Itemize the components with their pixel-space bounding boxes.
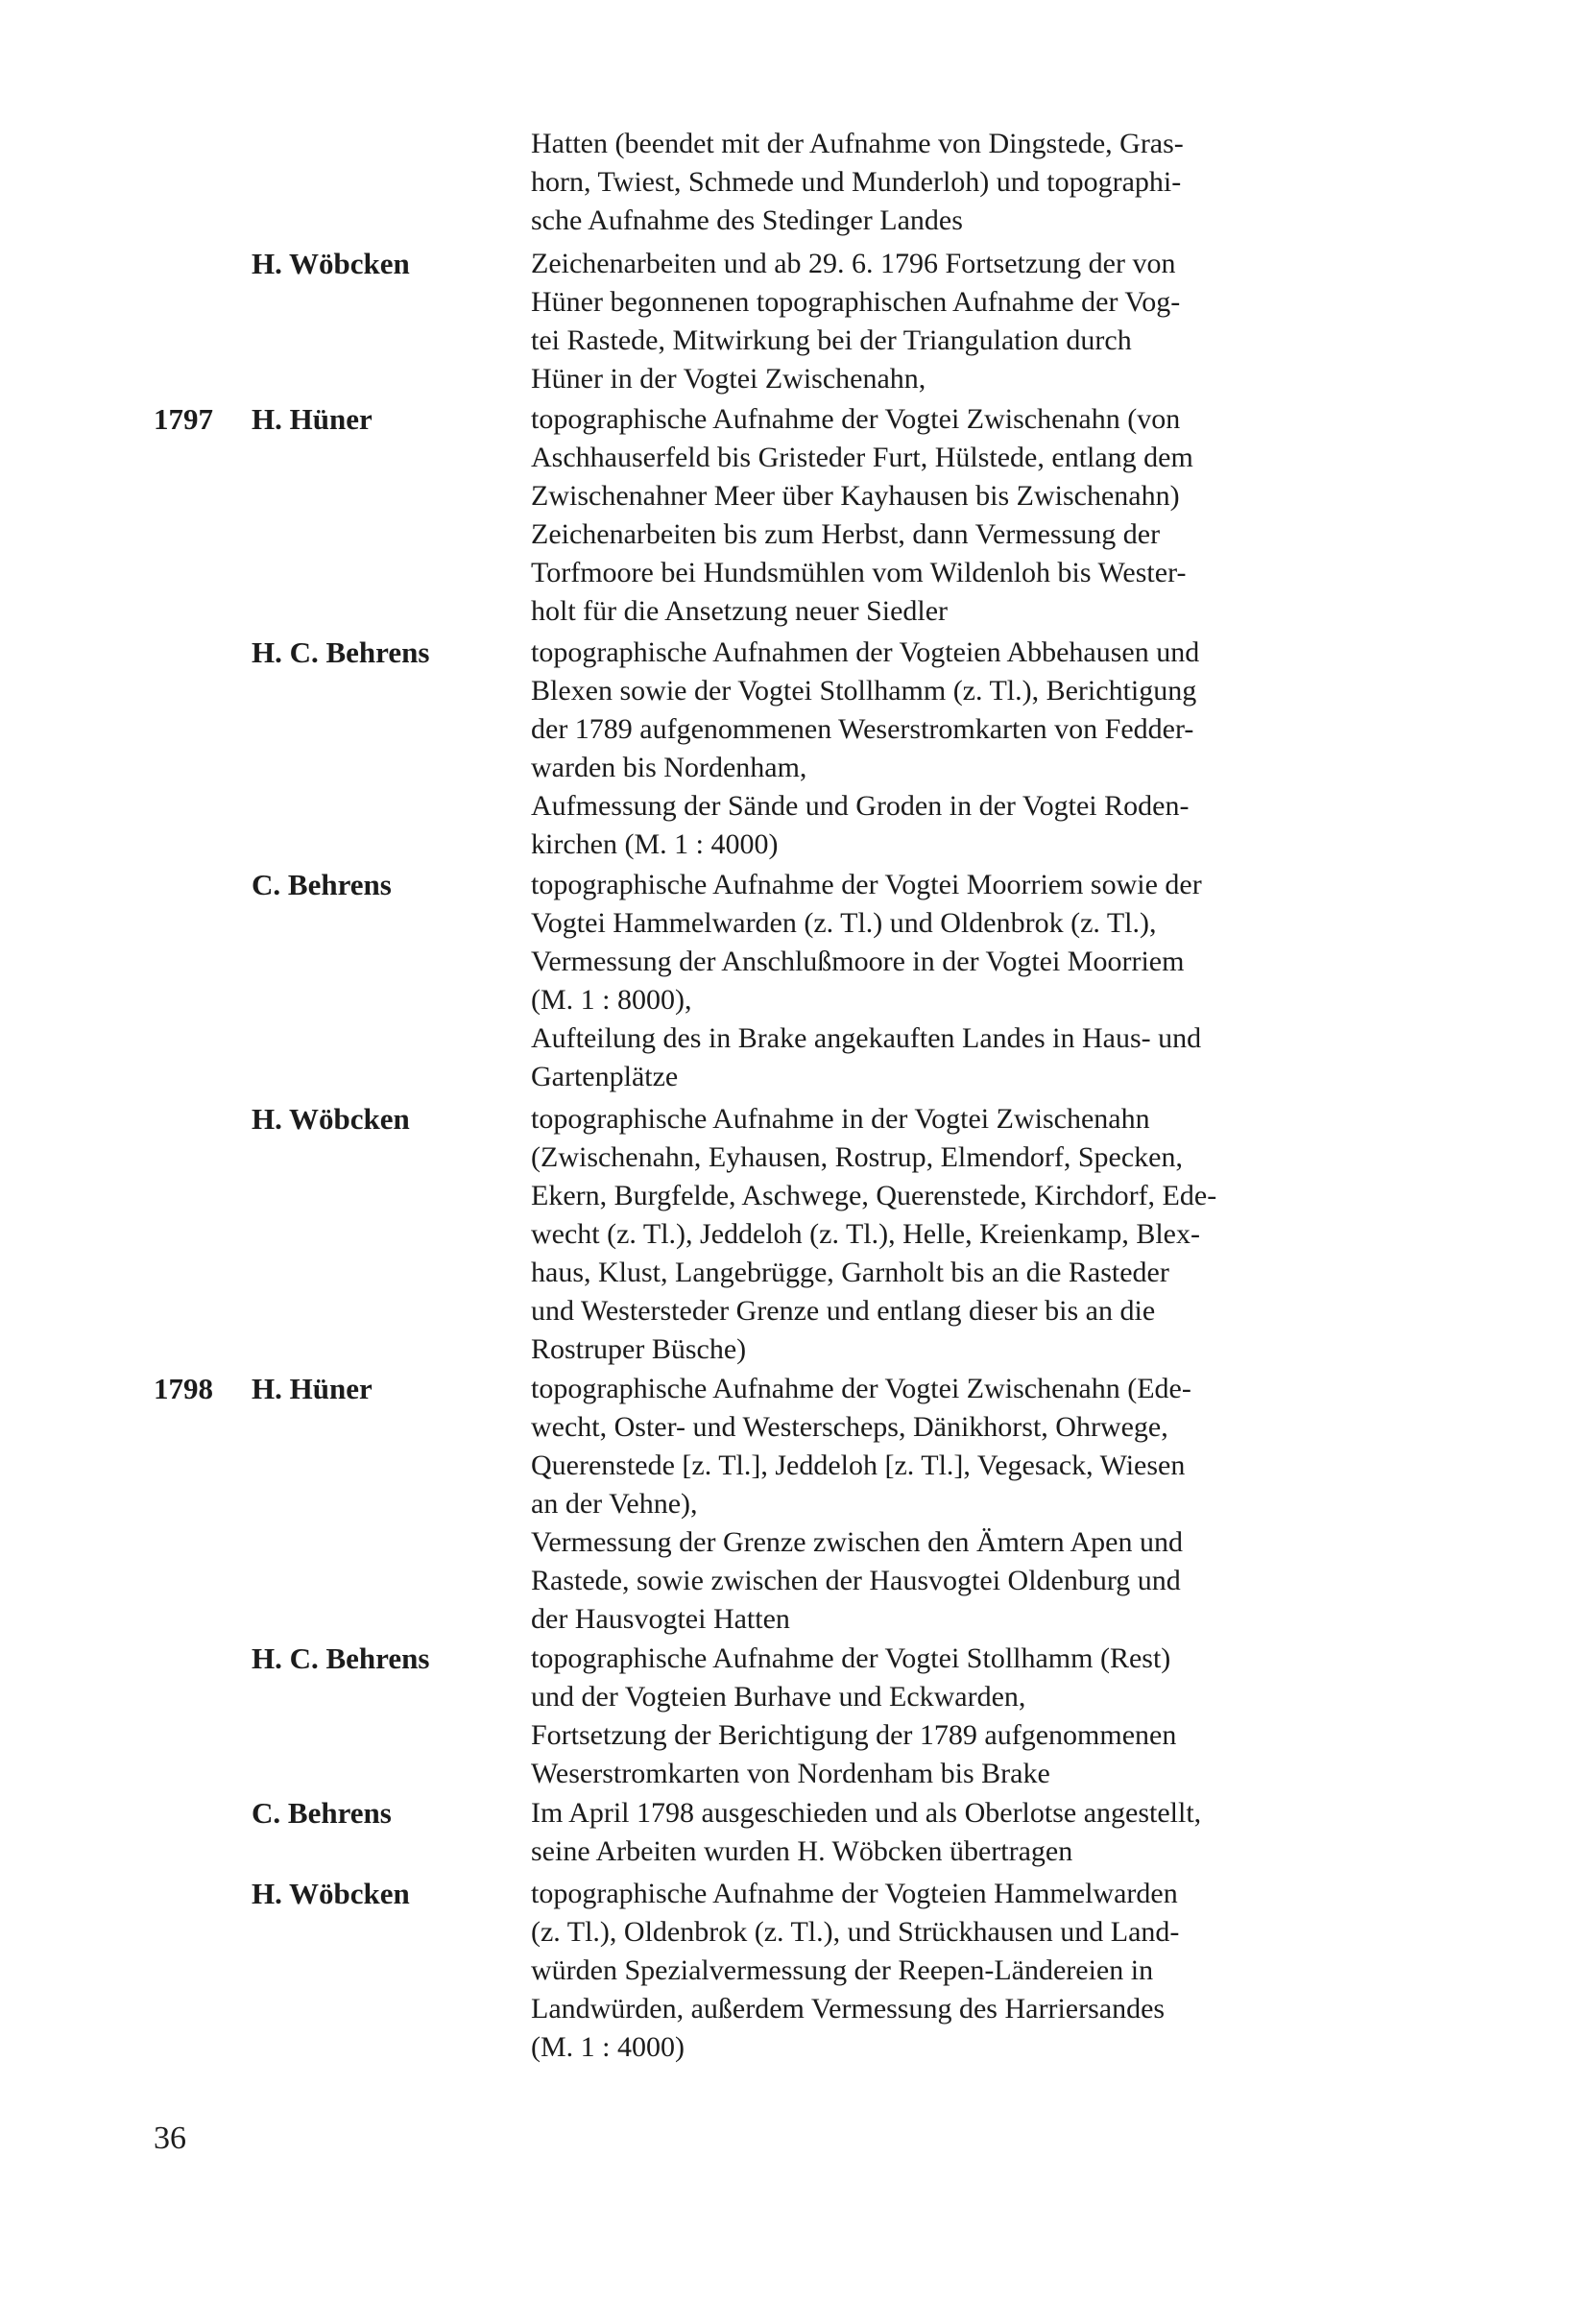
text-line: topographische Aufnahme der Vogteien Hammelwarden <box>531 1878 1178 1909</box>
text-line: Vermessung der Anschlußmoore in der Vogtei Moorriem <box>531 946 1185 977</box>
text-line: topographische Aufnahme der Vogtei Zwischenahn (Ede- <box>531 1373 1191 1404</box>
entry-text <box>531 634 1405 864</box>
text-line: würden Spezialvermessung der Reepen-Ländereien in <box>531 1954 1154 1986</box>
entry-text <box>531 245 1405 398</box>
surveyor-name: H. Wöbcken <box>252 1877 410 1910</box>
text-line: Hüner in der Vogtei Zwischenahn, <box>531 363 926 395</box>
text-line: kirchen (M. 1 : 4000) <box>531 828 779 860</box>
text-line: (Zwischenahn, Eyhausen, Rostrup, Elmendorf, Specken, <box>531 1141 1183 1173</box>
year-label: 1798 <box>154 1372 213 1405</box>
entry-text <box>531 1794 1405 1871</box>
year-label: 1797 <box>154 402 213 436</box>
text-line: Torfmoore bei Hundsmühlen vom Wildenloh bis Wester- <box>531 557 1187 588</box>
text-line: tei Rastede, Mitwirkung bei der Triangulation durch <box>531 324 1132 356</box>
entry-text <box>531 1370 1405 1639</box>
text-line: warden bis Nordenham, <box>531 752 807 783</box>
surveyor-name: H. Wöbcken <box>252 1102 410 1136</box>
text-line: Zeichenarbeiten und ab 29. 6. 1796 Fortsetzung der von <box>531 248 1176 279</box>
text-line: topographische Aufnahme in der Vogtei Zwischenahn <box>531 1103 1150 1135</box>
text-line: Vermessung der Grenze zwischen den Ämtern Apen und <box>531 1526 1183 1558</box>
text-line: der 1789 aufgenommenen Weserstromkarten von Fedder- <box>531 713 1194 745</box>
text-line: topographische Aufnahmen der Vogteien Abbehausen und <box>531 636 1200 668</box>
entry-text <box>531 400 1405 631</box>
text-line: Weserstromkarten von Nordenham bis Brake <box>531 1758 1050 1789</box>
text-line: Blexen sowie der Vogtei Stollhamm (z. Tl.), Berichtigung <box>531 675 1197 707</box>
surveyor-name: H. Wöbcken <box>252 247 410 280</box>
text-line: Im April 1798 ausgeschieden und als Oberlotse angestellt, <box>531 1797 1202 1829</box>
surveyor-name: H. C. Behrens <box>252 635 430 669</box>
text-line: Fortsetzung der Berichtigung der 1789 aufgenommenen <box>531 1719 1177 1751</box>
text-line: wecht, Oster- und Westerscheps, Dänikhorst, Ohrwege, <box>531 1411 1168 1443</box>
text-line: topographische Aufnahme der Vogtei Moorriem sowie der <box>531 869 1202 900</box>
entry-text <box>531 1640 1405 1793</box>
text-line: Zwischenahner Meer über Kayhausen bis Zwischenahn) <box>531 480 1180 512</box>
entry-text <box>531 1100 1405 1369</box>
surveyor-name: H. Hüner <box>252 402 373 436</box>
text-line: (M. 1 : 8000), <box>531 984 692 1016</box>
text-line: Hatten (beendet mit der Aufnahme von Dingstede, Gras- <box>531 128 1184 159</box>
surveyor-name: H. C. Behrens <box>252 1641 430 1675</box>
text-line: und der Vogteien Burhave und Eckwarden, <box>531 1681 1026 1713</box>
text-line: Landwürden, außerdem Vermessung des Harriersandes <box>531 1993 1166 2025</box>
text-line: Hüner begonnenen topographischen Aufnahme der Vog- <box>531 286 1181 318</box>
text-line: horn, Twiest, Schmede und Munderloh) und topographi- <box>531 166 1182 198</box>
text-line: wecht (z. Tl.), Jeddeloh (z. Tl.), Helle, Kreienkamp, Blex- <box>531 1218 1200 1250</box>
text-line: Aufmessung der Sände und Groden in der Vogtei Roden- <box>531 790 1190 822</box>
surveyor-name: C. Behrens <box>252 868 392 901</box>
text-line: topographische Aufnahme der Vogtei Zwischenahn (von <box>531 403 1181 435</box>
page-number: 36 <box>154 2120 186 2156</box>
entry-text <box>531 1875 1405 2067</box>
text-line: holt für die Ansetzung neuer Siedler <box>531 595 949 627</box>
text-line: Rostruper Büsche) <box>531 1333 747 1365</box>
text-line: der Hausvogtei Hatten <box>531 1603 790 1635</box>
text-line: Aschhauserfeld bis Gristeder Furt, Hülstede, entlang dem <box>531 442 1193 473</box>
entry-text <box>531 866 1405 1096</box>
entry-text <box>531 125 1405 240</box>
text-line: (M. 1 : 4000) <box>531 2031 685 2063</box>
text-line: sche Aufnahme des Stedinger Landes <box>531 204 963 236</box>
text-line: Rastede, sowie zwischen der Hausvogtei Oldenburg und <box>531 1565 1181 1596</box>
text-line: Aufteilung des in Brake angekauften Landes in Haus- und <box>531 1022 1202 1054</box>
text-line: Zeichenarbeiten bis zum Herbst, dann Vermessung der <box>531 518 1161 550</box>
surveyor-name: C. Behrens <box>252 1796 392 1830</box>
text-line: Ekern, Burgfelde, Aschwege, Querenstede, Kirchdorf, Ede- <box>531 1180 1217 1211</box>
text-line: und Westersteder Grenze und entlang dieser bis an die <box>531 1295 1156 1327</box>
text-line: Gartenplätze <box>531 1061 679 1092</box>
text-line: an der Vehne), <box>531 1488 698 1520</box>
text-line: seine Arbeiten wurden H. Wöbcken übertragen <box>531 1835 1073 1867</box>
text-line: Vogtei Hammelwarden (z. Tl.) und Oldenbrok (z. Tl.), <box>531 907 1157 939</box>
text-line: topographische Aufnahme der Vogtei Stollhamm (Rest) <box>531 1642 1171 1674</box>
text-line: Querenstede [z. Tl.], Jeddeloh [z. Tl.], Vegesack, Wiesen <box>531 1450 1186 1481</box>
text-line: (z. Tl.), Oldenbrok (z. Tl.), und Strückhausen und Land- <box>531 1916 1180 1948</box>
surveyor-name: H. Hüner <box>252 1372 373 1405</box>
text-line: haus, Klust, Langebrügge, Garnholt bis an die Rasteder <box>531 1257 1169 1288</box>
